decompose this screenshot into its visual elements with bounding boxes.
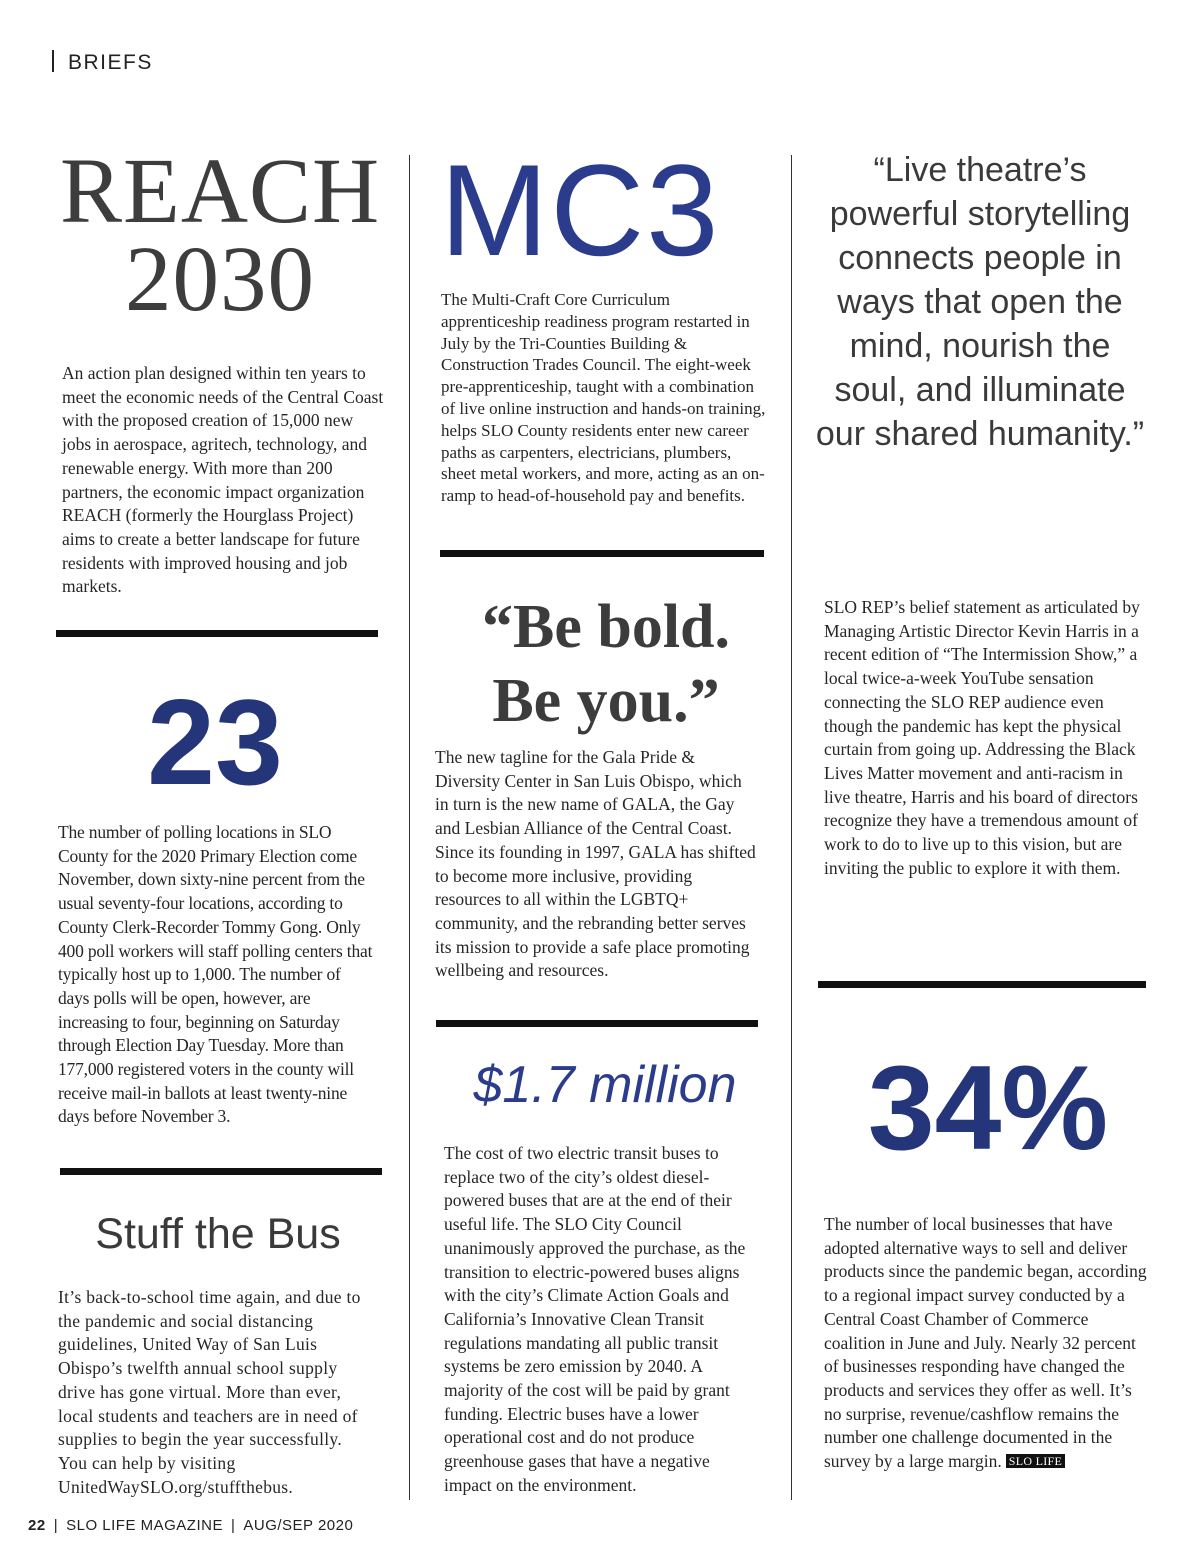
reach-body: An action plan designed within ten years to meet the economic needs of the Central Coast with the proposed creation of 15,000 new jobs in aerospace, agritech, technology, and renewable energy. With more than 200 partners, the economic impact organization REACH (formerly the Hourglass Project) aims to create a better landscape for future residents with improved housing and job markets.: [62, 363, 384, 597]
section-title: BRIEFS: [68, 51, 153, 74]
end-mark-logo: SLO LIFE: [1006, 1454, 1065, 1468]
gala-quote: [436, 590, 776, 738]
section-label: [52, 50, 153, 75]
column-divider-right: [791, 155, 792, 1500]
gala-quote-line2: Be you.”: [492, 667, 720, 735]
issue-date: AUG/SEP 2020: [243, 1517, 354, 1534]
column2-rule-1: [440, 550, 764, 557]
column1-rule-1: [56, 630, 378, 637]
column2-rule-2: [436, 1020, 758, 1027]
business-body: [824, 1213, 1150, 1474]
reach-title: [60, 140, 381, 331]
footer-separator: |: [230, 1517, 236, 1534]
column1-rule-2: [60, 1168, 382, 1175]
reach-title-line1: REACH: [60, 140, 381, 243]
gala-body: The new tagline for the Gala Pride & Diversity Center in San Luis Obispo, which in turn is the new name of GALA, the Gay and Lesbian Alliance of the Central Coast. Since its founding in 1997, GALA has shifted to become more inclusive, providing resources to all within the LGBTQ+ community, and the rebranding better serves its mission to provide a safe place promoting wellbeing and resources.: [435, 747, 756, 981]
buses-body: The cost of two electric transit buses to replace two of the city’s oldest diesel-powered buses that are at the end of their useful life. The SLO City Council unanimously approved the purchase, as the transition to electric-powered buses aligns with the city’s Climate Action Goals and California’s Innovative Clean Transit regulations mandating all public transit systems be zero emission by 2040. A majority of the cost will be paid by grant funding. Electric buses have a lower operational cost and do not produce greenhouse gases that have a negative impact on the environment.: [444, 1143, 746, 1495]
slorep-body: SLO REP’s belief statement as articulated by Managing Artistic Director Kevin Harris in a recent edition of “The Intermission Show,” a local twice-a-week YouTube sensation connecting the SLO REP audience even though the pandemic has kept the physical curtain from going up. Addressing the Black Lives Matter movement and anti-racism in live theatre, Harris and his board of directors recognize they have a tremendous amount of work to do to live up to this vision, but are inviting the public to explore it with them.: [824, 597, 1140, 878]
polling-body: The number of polling locations in SLO County for the 2020 Primary Election come November, down sixty-nine percent from the usual seventy-four locations, according to County Clerk-Recorder Tommy Gong. Only 400 poll workers will staff polling centers that typically host up to 1,000. The number of days polls will be open, however, are increasing to four, beginning on Saturday through Election Day Tuesday. More than 177,000 registered voters in the county will receive mail-in ballots at least twenty-nine days before November 3.: [58, 822, 373, 1127]
stuff-bus-title: Stuff the Bus: [95, 1210, 341, 1258]
business-figure: 34%: [867, 1041, 1109, 1175]
section-divider: [52, 50, 54, 72]
stuff-bus-body: It’s back-to-school time again, and due to the pandemic and social distancing guidelines, United Way of San Luis Obispo’s twelfth annual school supply drive has gone virtual. More than ever, local students and teachers are in need of supplies to begin the year successfully. You can help by visiting UnitedWaySLO.org/stuffthebus.: [58, 1287, 361, 1497]
page-footer: [28, 1517, 353, 1534]
polling-figure: 23: [147, 674, 283, 810]
mc3-body: The Multi-Craft Core Curriculum apprenticeship readiness program restarted in July by the Tri-Counties Building & Construction Trades Council. The eight-week pre-apprenticeship, taught with a combination of live online instruction and hands-on training, helps SLO County residents enter new career paths as carpenters, electricians, plumbers, sheet metal workers, and more, acting as an on-ramp to head-of-household pay and benefits.: [441, 290, 766, 506]
business-body-text: The number of local businesses that have adopted alternative ways to sell and deliver products since the pandemic began, according to a regional impact survey conducted by a Central Coast Chamber of Commerce coalition in June and July. Nearly 32 percent of businesses responding have changed the products and services they offer as well. It’s no surprise, revenue/cashflow remains the number one challenge documented in the survey by a large margin.: [824, 1214, 1147, 1472]
mc3-title: MC3: [440, 137, 721, 283]
magazine-name: SLO LIFE MAGAZINE: [66, 1517, 223, 1534]
reach-title-line2: 2030: [125, 228, 315, 331]
slorep-quote: “Live theatre’s powerful storytelling connects people in ways that open the mind, nourish the soul, and illuminate our shared humanity.”: [815, 151, 1145, 453]
column3-rule-1: [818, 981, 1146, 988]
gala-quote-line1: “Be bold.: [481, 593, 731, 661]
column-divider-left: [409, 155, 410, 1500]
footer-separator: |: [53, 1517, 59, 1534]
page-number: 22: [28, 1517, 46, 1534]
buses-figure: $1.7 million: [473, 1056, 737, 1114]
